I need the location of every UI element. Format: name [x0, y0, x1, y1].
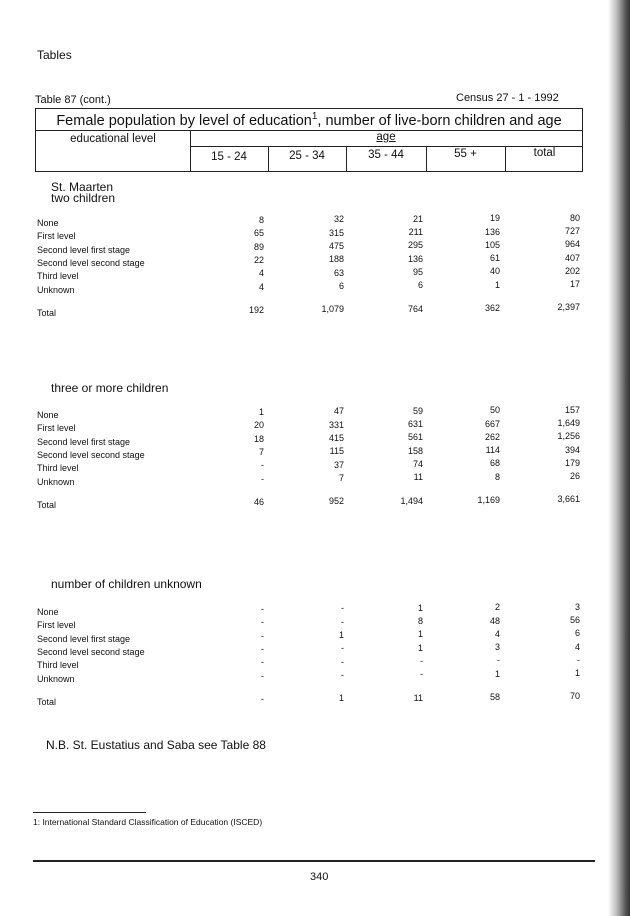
cell-value: 136: [407, 253, 423, 264]
cell-value: -: [341, 616, 344, 627]
region-label: St. Maarten: [51, 180, 114, 194]
section-title: number of children unknown: [51, 577, 202, 591]
row-label: Second level second stage: [37, 257, 145, 268]
section-title: three or more children: [51, 381, 169, 395]
cell-value: 1: [417, 629, 423, 640]
cell-value: -: [261, 630, 264, 641]
cell-value: -: [420, 656, 423, 666]
row-label: Unknown: [37, 673, 75, 684]
cell-value: -: [261, 643, 264, 654]
cell-value: 2,397: [557, 302, 580, 313]
cell-value: 1,256: [557, 431, 580, 442]
cell-value: 1,494: [400, 495, 423, 506]
cell-value: 475: [328, 241, 344, 251]
cell-value: -: [261, 473, 264, 484]
table-ref: Table 87 (cont.): [35, 94, 111, 106]
cell-value: 114: [485, 445, 500, 456]
cell-value: 95: [412, 267, 423, 277]
cell-value: 211: [408, 227, 423, 238]
cell-value: 59: [412, 405, 423, 416]
cell-value: 1: [417, 602, 423, 613]
col-header: 35 - 44: [368, 149, 404, 161]
cell-value: 47: [333, 406, 344, 417]
cell-value: 192: [248, 304, 264, 315]
row-label: Second level first stage: [37, 436, 131, 447]
page-number: 340: [310, 871, 329, 883]
cell-value: 46: [253, 496, 264, 507]
row-label: None: [37, 410, 59, 420]
cell-value: 56: [569, 614, 580, 625]
cell-value: 3,661: [557, 494, 580, 505]
cell-value: 188: [328, 254, 344, 265]
cell-value: 158: [407, 445, 423, 456]
cell-value: -: [341, 669, 344, 680]
cell-value: -: [341, 656, 344, 667]
table-title: Female population by level of education$^1$, number of live-born children and age: [56, 111, 562, 129]
cell-value: 136: [484, 226, 500, 237]
cell-value: 262: [484, 431, 500, 442]
row-label: Second level second stage: [37, 646, 145, 657]
cell-value: 727: [564, 225, 580, 236]
row-label: None: [37, 607, 59, 617]
row-label: First level: [37, 231, 76, 242]
cell-value: 26: [569, 471, 580, 482]
cell-value: 63: [333, 267, 344, 278]
cell-value: 1: [574, 668, 580, 679]
cell-value: 80: [569, 212, 580, 223]
cell-value: 48: [489, 615, 500, 626]
row-label: First level: [37, 423, 76, 434]
row-label: Unknown: [37, 284, 75, 295]
cell-value: 4: [494, 628, 500, 639]
cell-value: 61: [489, 253, 500, 264]
cell-value: 32: [333, 214, 344, 225]
cell-value: 7: [338, 472, 344, 483]
cell-value: 415: [328, 433, 344, 443]
cell-value: 407: [564, 252, 580, 263]
row-label: Total: [37, 499, 57, 510]
cell-value: -: [261, 604, 264, 614]
cell-value: 631: [407, 419, 423, 430]
cell-value: 17: [569, 279, 580, 290]
cell-value: 3: [574, 601, 580, 612]
cell-value: 74: [412, 459, 423, 469]
cell-value: 764: [407, 303, 423, 314]
cell-value: 1: [338, 693, 344, 704]
cell-value: -: [261, 670, 264, 681]
cell-value: 3: [494, 642, 500, 653]
col-age: age: [376, 131, 396, 143]
row-label: Third level: [37, 463, 79, 474]
cell-value: 1,079: [321, 304, 344, 315]
cell-value: 8: [417, 616, 423, 627]
table-header: [35, 108, 583, 172]
cell-value: 315: [328, 227, 344, 238]
cell-value: 1: [258, 407, 264, 417]
cell-value: 70: [569, 691, 580, 702]
cell-value: 115: [329, 446, 344, 457]
cell-value: 667: [484, 418, 500, 429]
cell-value: 4: [258, 268, 264, 279]
cell-value: -: [261, 657, 264, 668]
cell-value: 1: [417, 642, 423, 653]
cell-value: -: [420, 669, 423, 680]
scan-edge: [608, 0, 630, 916]
row-label: Total: [37, 696, 57, 707]
cell-value: 295: [407, 240, 423, 251]
cell-value: 20: [253, 420, 264, 431]
section-title: two children: [51, 191, 116, 205]
row-label: Second level first stage: [37, 244, 131, 255]
col-educational-level: educational level: [70, 133, 156, 145]
cell-value: 19: [489, 213, 500, 224]
cell-value: 8: [494, 471, 500, 482]
col-header: total: [533, 147, 556, 159]
cell-value: 22: [253, 254, 264, 265]
cell-value: 11: [413, 692, 423, 703]
section-heading: Tables: [37, 48, 72, 62]
cell-value: -: [261, 460, 264, 471]
col-header: 25 - 34: [289, 150, 325, 162]
cell-value: 11: [413, 472, 423, 483]
census-date: Census 27 - 1 - 1992: [456, 92, 559, 104]
cell-value: 18: [253, 433, 264, 444]
row-label: None: [37, 218, 59, 228]
col-header: 55 +: [454, 148, 477, 160]
cell-value: 37: [333, 459, 344, 470]
cell-value: 394: [564, 444, 580, 455]
cell-value: 1,169: [477, 495, 500, 505]
cell-value: 331: [328, 419, 344, 430]
cell-value: 964: [564, 239, 580, 250]
cell-value: 157: [564, 404, 580, 415]
row-label: First level: [37, 620, 76, 631]
cell-value: 6: [574, 628, 580, 639]
row-label: Second level first stage: [37, 633, 131, 644]
note: N.B. St. Eustatius and Saba see Table 88: [46, 738, 266, 752]
cell-value: 2: [494, 602, 500, 613]
cell-value: 7: [258, 446, 264, 457]
cell-value: -: [261, 693, 264, 704]
row-label: Second level second stage: [37, 449, 145, 460]
row-label: Total: [37, 307, 57, 318]
cell-value: -: [341, 603, 344, 614]
cell-value: 6: [417, 280, 423, 291]
cell-value: 1: [338, 630, 344, 640]
cell-value: 6: [338, 280, 344, 291]
row-label: Third level: [37, 660, 79, 671]
cell-value: 202: [564, 265, 580, 276]
cell-value: 1: [494, 279, 500, 290]
cell-value: -: [497, 655, 500, 666]
row-label: Third level: [37, 271, 79, 282]
cell-value: 561: [407, 432, 423, 443]
cell-value: 58: [489, 692, 500, 702]
cell-value: 50: [489, 405, 500, 416]
cell-value: 179: [564, 457, 580, 468]
cell-value: 65: [253, 228, 264, 239]
cell-value: 105: [484, 239, 500, 250]
cell-value: 952: [328, 496, 344, 507]
cell-value: 362: [484, 303, 500, 313]
cell-value: 4: [574, 641, 580, 652]
cell-value: 40: [489, 266, 500, 277]
cell-value: 1,649: [557, 417, 580, 428]
cell-value: -: [261, 617, 264, 628]
cell-value: -: [577, 654, 580, 665]
cell-value: 21: [412, 213, 423, 224]
row-label: Unknown: [37, 476, 75, 487]
cell-value: 68: [489, 458, 500, 469]
cell-value: 4: [258, 281, 264, 292]
col-header: 15 - 24: [211, 151, 247, 163]
cell-value: 8: [258, 215, 264, 225]
cell-value: 1: [494, 668, 500, 679]
footnote: 1: International Standard Classification of Education (ISCED): [33, 817, 263, 827]
cell-value: -: [341, 643, 344, 654]
cell-value: 89: [253, 241, 264, 252]
